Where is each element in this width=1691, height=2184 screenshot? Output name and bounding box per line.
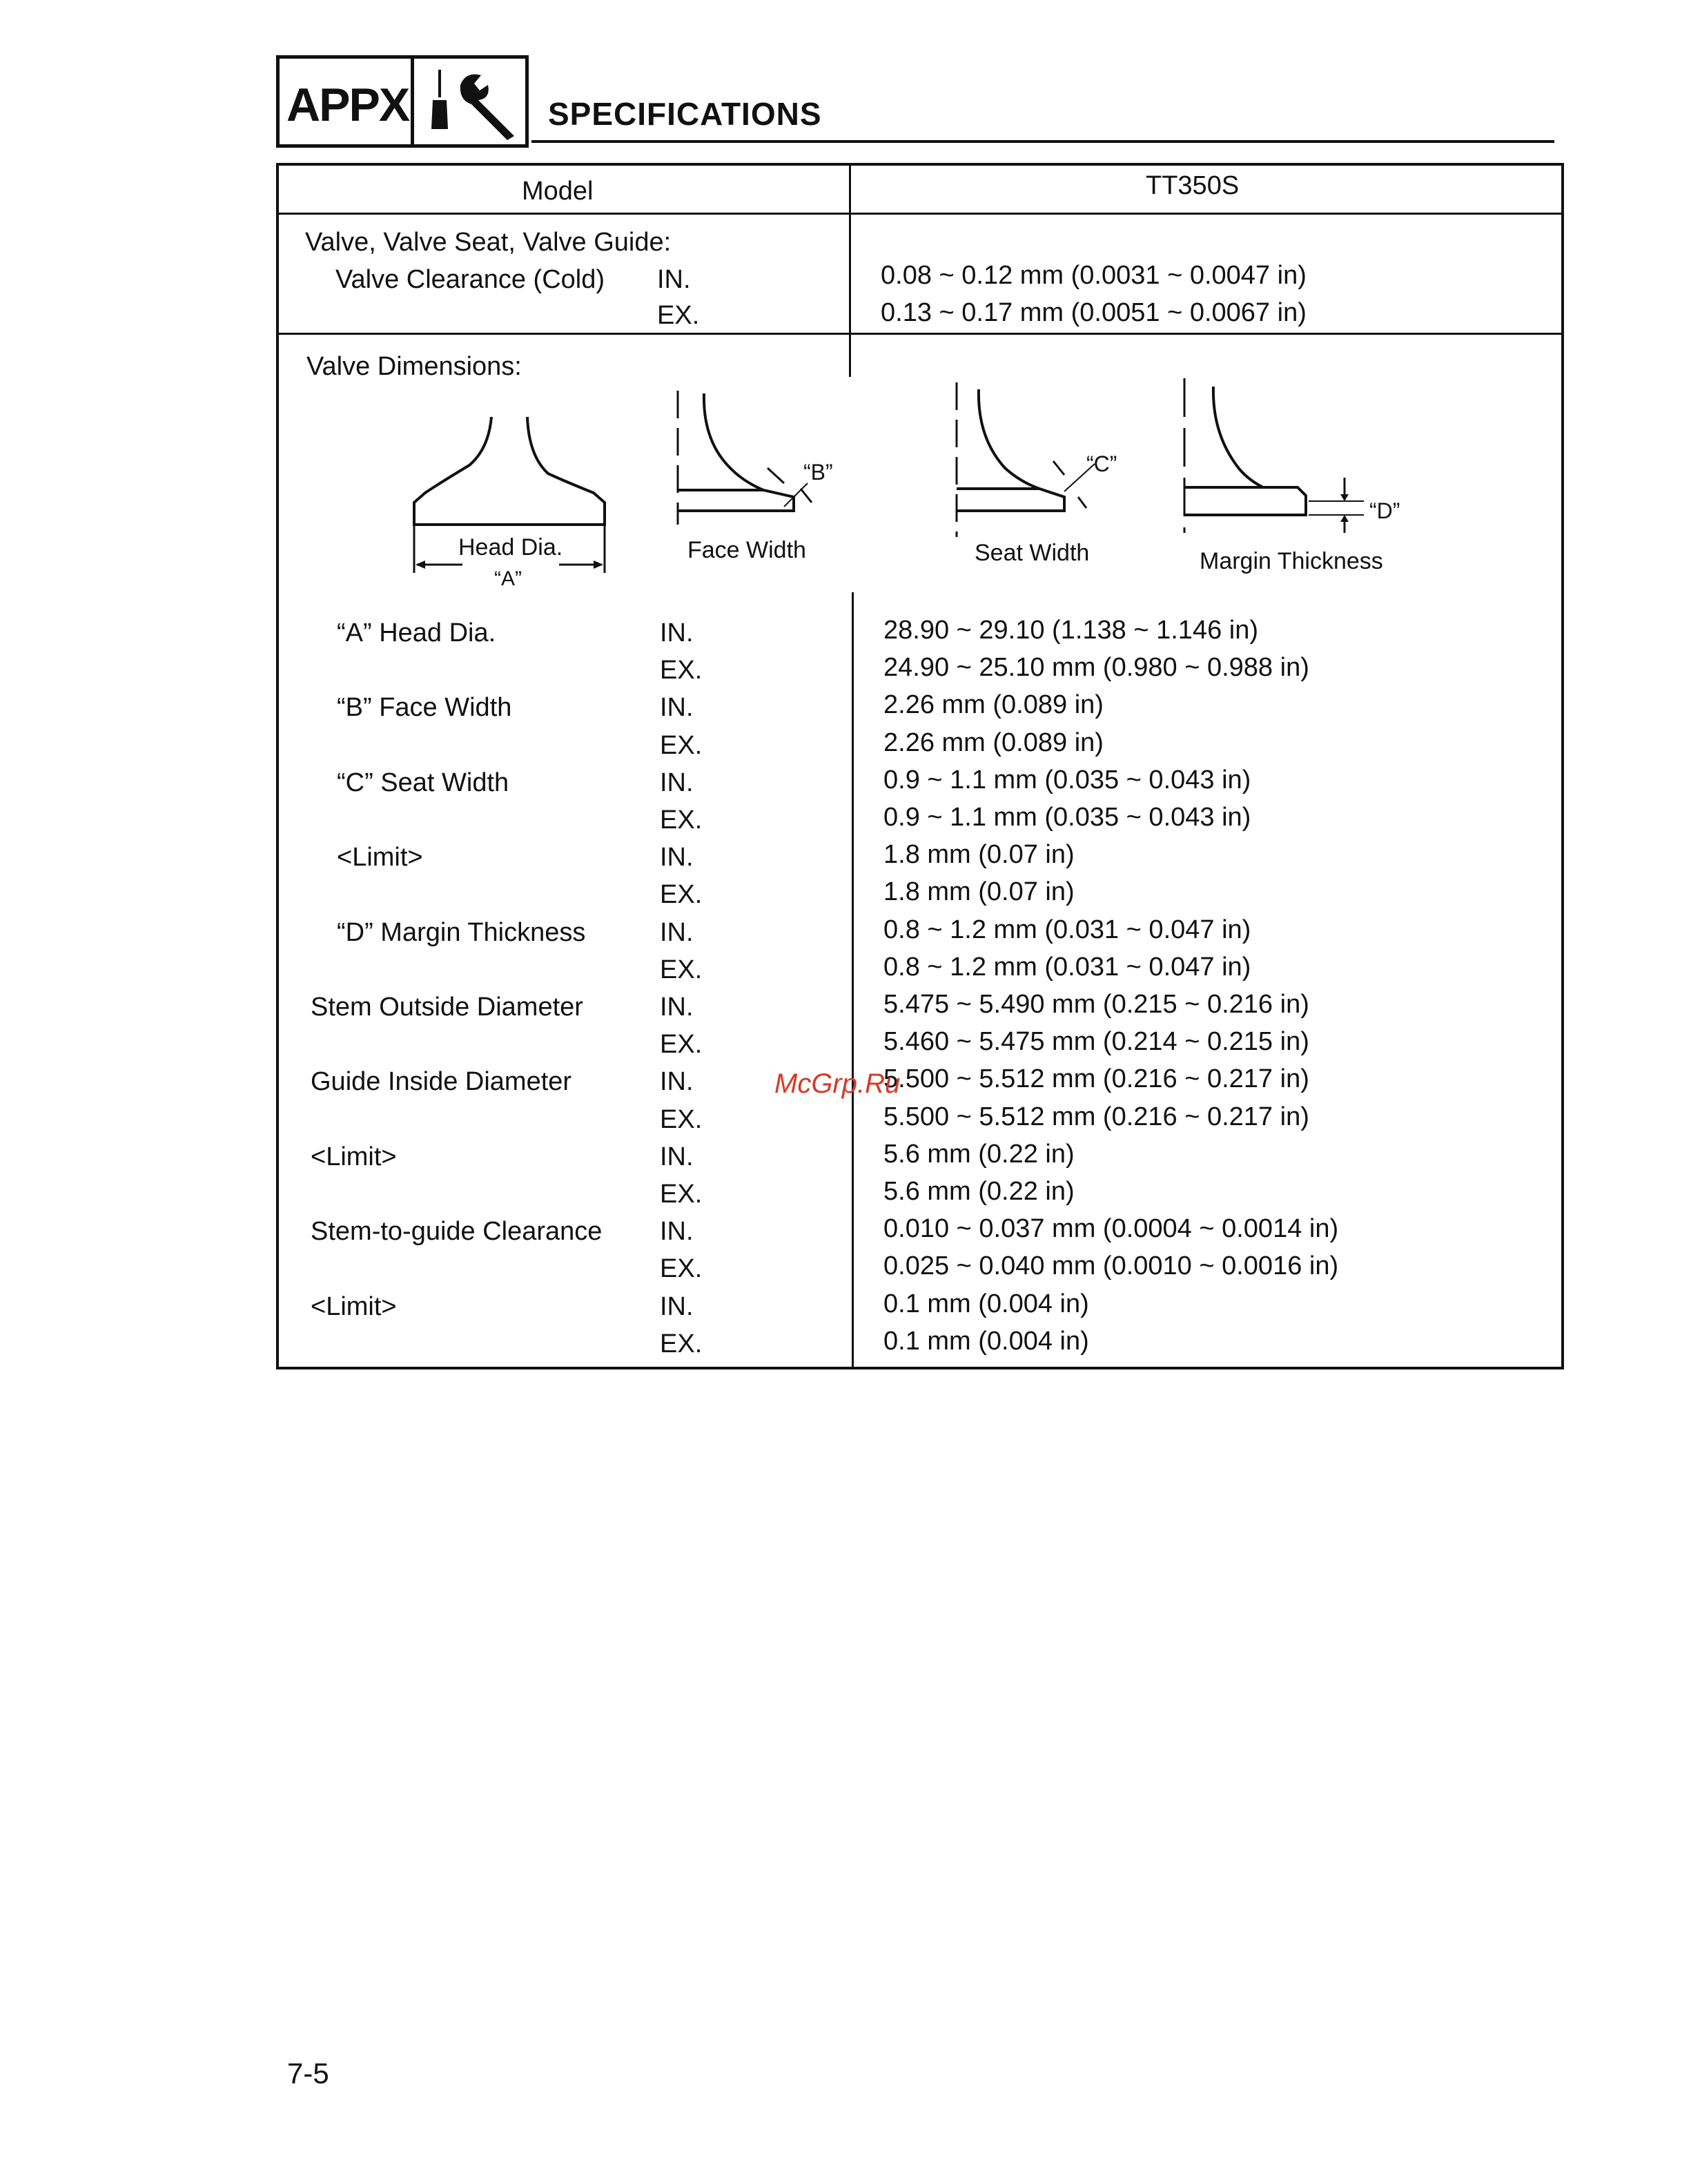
spec-row-value: 0.1 mm (0.004 in) (883, 1289, 1089, 1318)
spec-row-value: 5.6 mm (0.22 in) (883, 1140, 1075, 1169)
spec-row-value: 0.9 ~ 1.1 mm (0.035 ~ 0.043 in) (883, 803, 1251, 832)
spec-row-label: <Limit> (311, 1292, 397, 1321)
spec-row-value: 2.26 mm (0.089 in) (883, 728, 1104, 757)
title-rule (531, 140, 1554, 143)
head-dia-caption: Head Dia. (458, 534, 563, 560)
a-caption: “A” (494, 567, 522, 590)
spec-row-side: IN. (660, 1067, 694, 1096)
spec-row-value: 5.500 ~ 5.512 mm (0.216 ~ 0.217 in) (883, 1102, 1309, 1131)
spec-row-side: IN. (660, 1217, 694, 1246)
spec-row-side: IN. (660, 918, 694, 947)
page-title: SPECIFICATIONS (548, 96, 822, 132)
spec-row-label: Guide Inside Diameter (311, 1067, 572, 1096)
spec-row-side: EX. (660, 1180, 703, 1209)
seat-width-diagram (943, 378, 1150, 551)
spec-row-side: EX. (660, 1329, 703, 1358)
spec-row-side: IN. (660, 693, 694, 722)
spec-row-value: 24.90 ~ 25.10 mm (0.980 ~ 0.988 in) (883, 653, 1309, 682)
spec-row-label: “B” Face Width (337, 693, 512, 722)
valve-clearance-label: Valve Clearance (Cold) (335, 265, 605, 294)
spec-row-value: 0.8 ~ 1.2 mm (0.031 ~ 0.047 in) (883, 953, 1251, 982)
spec-row-side: IN. (660, 1292, 694, 1321)
spec-row-label: <Limit> (337, 843, 423, 872)
model-value: TT350S (1146, 171, 1240, 200)
spec-row-side: EX. (660, 731, 703, 760)
spec-row-label: “C” Seat Width (337, 768, 509, 797)
spec-row-label: “D” Margin Thickness (337, 918, 586, 947)
clearance-row-rule (276, 333, 1564, 335)
spec-row-value: 0.1 mm (0.004 in) (883, 1327, 1089, 1356)
spec-row-label: Stem Outside Diameter (311, 993, 583, 1022)
spec-row-side: IN. (660, 618, 694, 647)
spec-row-value: 1.8 mm (0.07 in) (883, 840, 1075, 869)
spec-row-side: EX. (660, 955, 703, 984)
spec-row-value: 5.500 ~ 5.512 mm (0.216 ~ 0.217 in) (883, 1064, 1309, 1093)
spec-row-side: EX. (660, 1105, 703, 1134)
spec-row-value: 0.9 ~ 1.1 mm (0.035 ~ 0.043 in) (883, 766, 1251, 794)
spec-row-value: 0.025 ~ 0.040 mm (0.0010 ~ 0.0016 in) (883, 1251, 1339, 1280)
model-header: Model (522, 177, 594, 206)
face-width-diagram (663, 387, 870, 545)
spec-row-label: Stem-to-guide Clearance (311, 1217, 603, 1246)
column-divider-top (849, 163, 851, 377)
spec-row-value: 0.010 ~ 0.037 mm (0.0004 ~ 0.0014 in) (883, 1214, 1339, 1243)
spec-row-side: EX. (660, 806, 703, 835)
spec-row-value: 2.26 mm (0.089 in) (883, 690, 1104, 719)
section-label: APPX (286, 79, 409, 131)
b-caption: “B” (803, 460, 833, 485)
page-number: 7-5 (287, 2057, 329, 2089)
d-caption: “D” (1369, 498, 1400, 523)
spec-row-value: 28.90 ~ 29.10 (1.138 ~ 1.146 in) (883, 616, 1258, 645)
face-width-caption: Face Width (687, 537, 806, 563)
section-tab (276, 55, 529, 148)
c-caption: “C” (1086, 451, 1117, 476)
spec-row-side: IN. (660, 993, 694, 1022)
spec-row-side: EX. (660, 1254, 703, 1283)
valve-clearance-ex-side: EX. (657, 301, 700, 330)
spec-row-side: IN. (660, 843, 694, 872)
header-row-rule (276, 213, 1564, 215)
spec-row-value: 5.460 ~ 5.475 mm (0.214 ~ 0.215 in) (883, 1027, 1309, 1056)
spec-row-value: 1.8 mm (0.07 in) (883, 877, 1075, 906)
spec-row-side: EX. (660, 1030, 703, 1059)
margin-thickness-diagram (1173, 373, 1380, 538)
spec-row-label: <Limit> (311, 1142, 397, 1171)
spec-row-side: EX. (660, 656, 703, 685)
watermark: McGrp.Ru (774, 1069, 901, 1099)
spec-row-side: IN. (660, 1142, 694, 1171)
column-divider-bottom (852, 592, 854, 1369)
spec-row-side: EX. (660, 880, 703, 909)
spec-row-value: 0.8 ~ 1.2 mm (0.031 ~ 0.047 in) (883, 915, 1251, 944)
spec-row-value: 5.6 mm (0.22 in) (883, 1177, 1075, 1206)
seat-width-caption: Seat Width (975, 540, 1090, 566)
valve-clearance-ex-value: 0.13 ~ 0.17 mm (0.0051 ~ 0.0067 in) (881, 298, 1307, 327)
valve-group-label: Valve, Valve Seat, Valve Guide: (305, 228, 672, 257)
tools-icon (418, 66, 525, 142)
spec-row-side: IN. (660, 768, 694, 797)
valve-clearance-in-side: IN. (657, 265, 691, 294)
valve-dimensions-label: Valve Dimensions: (306, 352, 522, 381)
spec-row-label: “A” Head Dia. (337, 618, 496, 647)
valve-clearance-in-value: 0.08 ~ 0.12 mm (0.0031 ~ 0.0047 in) (881, 261, 1307, 290)
section-tab-divider (411, 59, 414, 144)
spec-row-value: 5.475 ~ 5.490 mm (0.215 ~ 0.216 in) (883, 990, 1309, 1019)
margin-thickness-caption: Margin Thickness (1200, 548, 1383, 574)
